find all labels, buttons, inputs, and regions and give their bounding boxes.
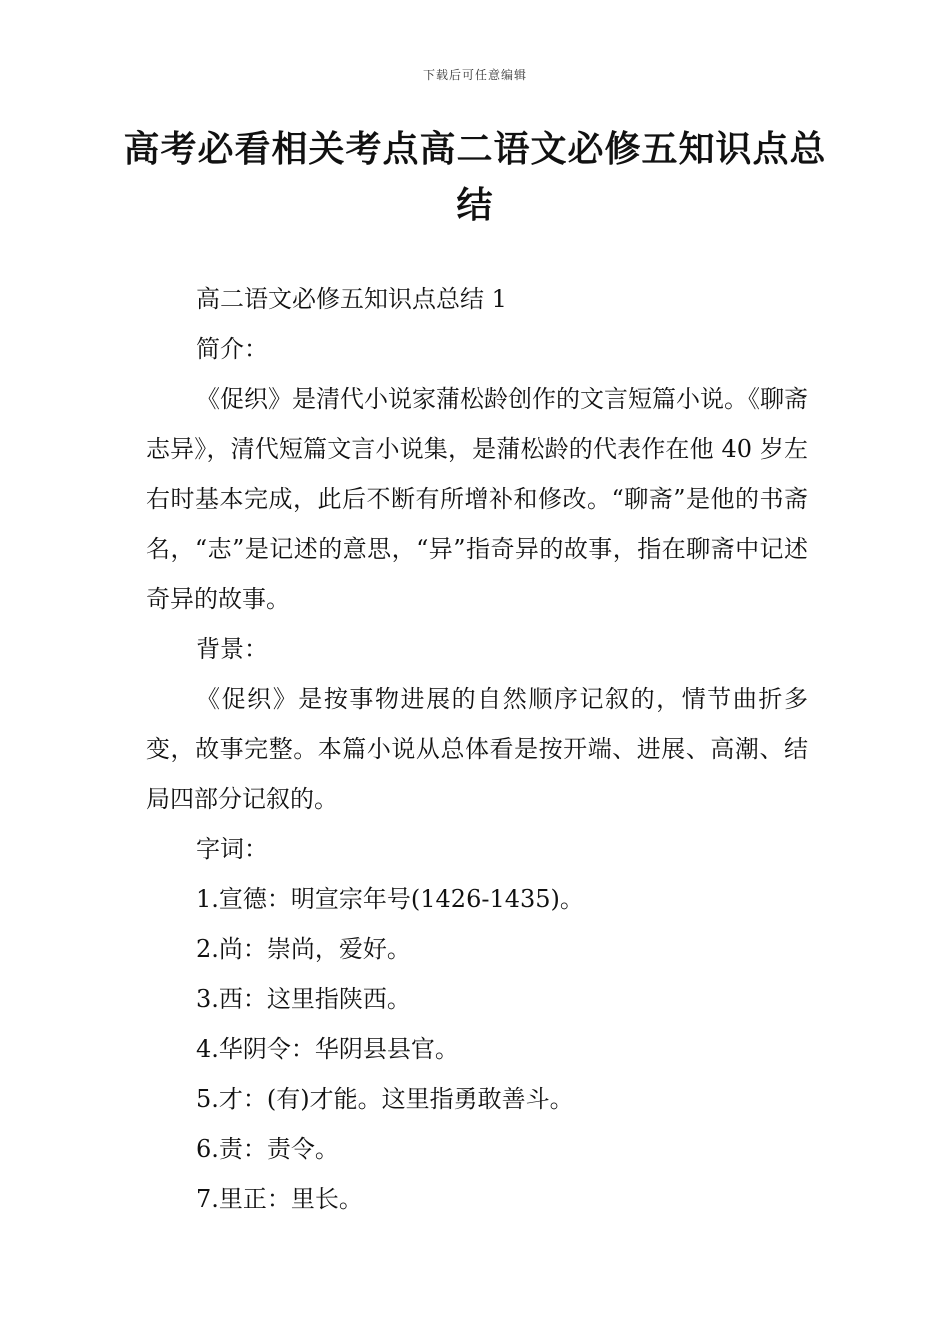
intro-paragraph: 《促织》是清代小说家蒲松龄创作的文言短篇小说。《聊斋志异》，清代短篇文言小说集，是蒲松龄的代表作在他 40 岁左右时基本完成，此后不断有所增补和修改。“聊斋”是他的书斋名，“志”是记述的意思，“异”指奇异的故事，指在聊斋中记述奇异的故事。 — [146, 385, 808, 613]
vocab-label: 字词： — [196, 835, 268, 863]
vocab-item: 4.华阴令：华阴县县官。 — [196, 1035, 459, 1063]
vocab-item: 3.西：这里指陕西。 — [196, 985, 411, 1013]
section-heading: 高二语文必修五知识点总结 1 — [196, 285, 507, 313]
vocab-item: 5.才：(有)才能。这里指勇敢善斗。 — [196, 1085, 574, 1113]
vocab-item: 6.责：责令。 — [196, 1135, 339, 1163]
background-paragraph: 《促织》是按事物进展的自然顺序记叙的，情节曲折多变，故事完整。本篇小说从总体看是按开端、进展、高潮、结局四部分记叙的。 — [146, 685, 808, 813]
header-note: 下载后可任意编辑 — [422, 68, 527, 82]
background-label: 背景： — [196, 635, 268, 663]
document-body — [146, 274, 808, 1224]
document-title: 高考必看相关考点高二语文必修五知识点总结 — [123, 129, 827, 226]
vocab-item: 7.里正：里长。 — [196, 1185, 363, 1213]
vocab-item: 1.宣德：明宣宗年号(1426-1435)。 — [196, 885, 584, 913]
intro-label: 简介： — [196, 335, 268, 363]
vocab-item: 2.尚：崇尚，爱好。 — [196, 935, 411, 963]
